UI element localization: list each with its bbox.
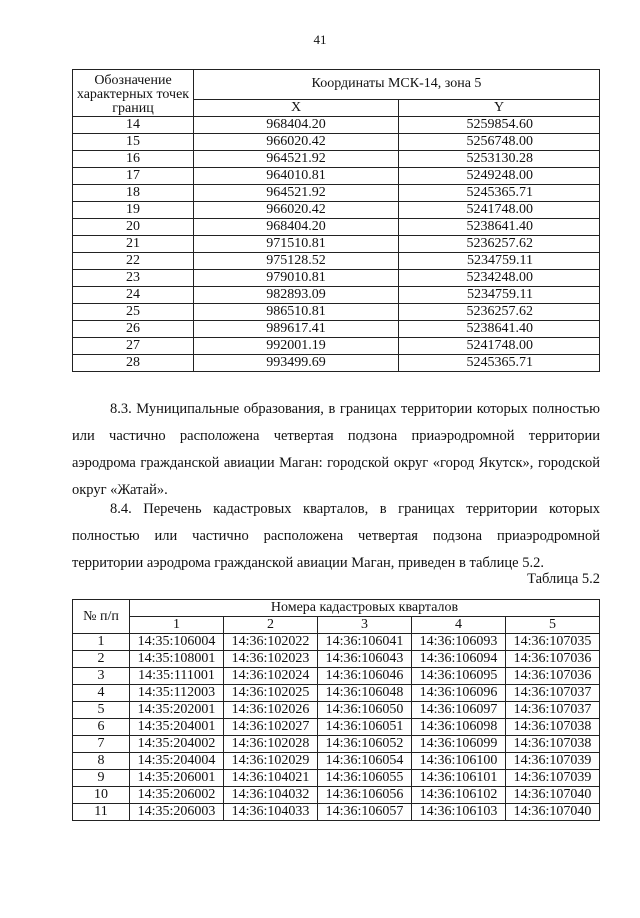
cadastral-number-cell: 14:36:106057 — [318, 804, 412, 821]
y-coordinate-cell: 5241748.00 — [399, 202, 600, 219]
cadastral-number-cell: 14:36:102024 — [224, 668, 318, 685]
cadastral-number-cell: 14:36:107036 — [506, 651, 600, 668]
cadastral-number-cell: 14:36:102029 — [224, 753, 318, 770]
table-row — [73, 219, 600, 236]
row-number-cell: 10 — [73, 787, 130, 804]
cadastral-number-cell: 14:36:107038 — [506, 736, 600, 753]
row-number-cell: 7 — [73, 736, 130, 753]
cadastral-number-cell: 14:36:106046 — [318, 668, 412, 685]
cadastral-number-cell: 14:35:206003 — [130, 804, 224, 821]
x-coordinate-cell: 986510.81 — [194, 304, 399, 321]
x-coordinate-cell: 966020.42 — [194, 134, 399, 151]
cadastral-number-cell: 14:36:102025 — [224, 685, 318, 702]
cadastral-number-cell: 14:36:107039 — [506, 770, 600, 787]
table-row — [73, 321, 600, 338]
y-coordinate-cell: 5234759.11 — [399, 253, 600, 270]
cadastral-number-cell: 14:35:204004 — [130, 753, 224, 770]
cadastral-number-cell: 14:36:106099 — [412, 736, 506, 753]
cadastral-number-cell: 14:36:107040 — [506, 804, 600, 821]
x-coordinate-cell: 982893.09 — [194, 287, 399, 304]
cadastral-number-cell: 14:35:206002 — [130, 787, 224, 804]
table-row — [73, 702, 600, 719]
y-coordinate-cell: 5236257.62 — [399, 304, 600, 321]
cadastral-number-cell: 14:36:106050 — [318, 702, 412, 719]
row-number-cell: 8 — [73, 753, 130, 770]
table-row — [73, 770, 600, 787]
cadastral-number-cell: 14:35:202001 — [130, 702, 224, 719]
header-coordinates: Координаты МСК-14, зона 5 — [194, 70, 600, 100]
y-coordinate-cell: 5236257.62 — [399, 236, 600, 253]
cadastral-number-cell: 14:36:102027 — [224, 719, 318, 736]
point-number-cell: 21 — [73, 236, 194, 253]
y-coordinate-cell: 5238641.40 — [399, 321, 600, 338]
table-row — [73, 117, 600, 134]
x-coordinate-cell: 968404.20 — [194, 219, 399, 236]
cadastral-number-cell: 14:36:106103 — [412, 804, 506, 821]
x-coordinate-cell: 993499.69 — [194, 355, 399, 372]
cadastral-number-cell: 14:36:107035 — [506, 634, 600, 651]
header-x: X — [194, 99, 399, 116]
y-coordinate-cell: 5245365.71 — [399, 185, 600, 202]
table-row — [73, 185, 600, 202]
paragraph-8-4 — [72, 496, 600, 577]
cadastral-number-cell: 14:36:102023 — [224, 651, 318, 668]
table-row — [73, 253, 600, 270]
cadastral-number-cell: 14:36:106094 — [412, 651, 506, 668]
header-column-number: 2 — [224, 617, 318, 634]
table-row — [73, 634, 600, 651]
row-number-cell: 3 — [73, 668, 130, 685]
x-coordinate-cell: 992001.19 — [194, 338, 399, 355]
point-number-cell: 18 — [73, 185, 194, 202]
cadastral-number-cell: 14:36:106096 — [412, 685, 506, 702]
table-row — [73, 753, 600, 770]
point-number-cell: 15 — [73, 134, 194, 151]
cadastral-number-cell: 14:35:111001 — [130, 668, 224, 685]
y-coordinate-cell: 5259854.60 — [399, 117, 600, 134]
cadastral-number-cell: 14:36:106102 — [412, 787, 506, 804]
y-coordinate-cell: 5238641.40 — [399, 219, 600, 236]
cadastral-number-cell: 14:36:102022 — [224, 634, 318, 651]
table-row — [73, 287, 600, 304]
x-coordinate-cell: 968404.20 — [194, 117, 399, 134]
cadastral-number-cell: 14:36:107036 — [506, 668, 600, 685]
cadastral-number-cell: 14:36:107037 — [506, 685, 600, 702]
x-coordinate-cell: 979010.81 — [194, 270, 399, 287]
cadastral-number-cell: 14:36:106101 — [412, 770, 506, 787]
header-column-number: 4 — [412, 617, 506, 634]
y-coordinate-cell: 5245365.71 — [399, 355, 600, 372]
x-coordinate-cell: 964521.92 — [194, 151, 399, 168]
y-coordinate-cell: 5249248.00 — [399, 168, 600, 185]
point-number-cell: 20 — [73, 219, 194, 236]
x-coordinate-cell: 971510.81 — [194, 236, 399, 253]
table-row — [73, 151, 600, 168]
table-row — [73, 668, 600, 685]
x-coordinate-cell: 989617.41 — [194, 321, 399, 338]
table-row — [73, 736, 600, 753]
cadastral-number-cell: 14:36:107038 — [506, 719, 600, 736]
point-number-cell: 24 — [73, 287, 194, 304]
point-number-cell: 23 — [73, 270, 194, 287]
table-caption: Таблица 5.2 — [527, 571, 600, 587]
header-y: Y — [399, 99, 600, 116]
page-number: 41 — [313, 32, 327, 47]
cadastral-number-cell: 14:36:106056 — [318, 787, 412, 804]
table-row — [73, 134, 600, 151]
header-column-number: 3 — [318, 617, 412, 634]
cadastral-number-cell: 14:36:107040 — [506, 787, 600, 804]
header-column-number: 5 — [506, 617, 600, 634]
x-coordinate-cell: 975128.52 — [194, 253, 399, 270]
cadastral-number-cell: 14:35:112003 — [130, 685, 224, 702]
point-number-cell: 14 — [73, 117, 194, 134]
cadastral-number-cell: 14:35:108001 — [130, 651, 224, 668]
table-row — [73, 651, 600, 668]
table-row — [73, 685, 600, 702]
cadastral-number-cell: 14:36:106043 — [318, 651, 412, 668]
x-coordinate-cell: 966020.42 — [194, 202, 399, 219]
paragraph-8-3 — [72, 396, 600, 504]
x-coordinate-cell: 964521.92 — [194, 185, 399, 202]
cadastral-number-cell: 14:36:102028 — [224, 736, 318, 753]
cadastral-number-cell: 14:36:104033 — [224, 804, 318, 821]
cadastral-number-cell: 14:35:106004 — [130, 634, 224, 651]
y-coordinate-cell: 5256748.00 — [399, 134, 600, 151]
cadastral-number-cell: 14:36:106051 — [318, 719, 412, 736]
header-column-number: 1 — [130, 617, 224, 634]
point-number-cell: 28 — [73, 355, 194, 372]
table-row — [73, 304, 600, 321]
header-cadastral-title: Номера кадастровых кварталов — [130, 600, 600, 617]
cadastral-quarters-table — [72, 599, 600, 821]
paragraph-8-4-text: 8.4. Перечень кадастровых кварталов, в границах территории которых полностью или частично расположена четвертая подзона приаэродромной территории аэродрома гражданской авиации Маган, приведен в таблице 5.2. — [72, 501, 600, 571]
cadastral-number-cell: 14:36:107039 — [506, 753, 600, 770]
y-coordinate-cell: 5234248.00 — [399, 270, 600, 287]
row-number-cell: 6 — [73, 719, 130, 736]
table-row — [73, 270, 600, 287]
cadastral-number-cell: 14:36:106100 — [412, 753, 506, 770]
cadastral-number-cell: 14:35:204001 — [130, 719, 224, 736]
table-row — [73, 719, 600, 736]
row-number-cell: 9 — [73, 770, 130, 787]
header-row-number: № п/п — [73, 600, 130, 634]
cadastral-number-cell: 14:36:106097 — [412, 702, 506, 719]
point-number-cell: 26 — [73, 321, 194, 338]
cadastral-number-cell: 14:36:106098 — [412, 719, 506, 736]
cadastral-number-cell: 14:36:106093 — [412, 634, 506, 651]
row-number-cell: 11 — [73, 804, 130, 821]
header-point-designation: Обозначение характерных точек границ — [73, 70, 194, 117]
x-coordinate-cell: 964010.81 — [194, 168, 399, 185]
point-number-cell: 25 — [73, 304, 194, 321]
cadastral-number-cell: 14:36:106095 — [412, 668, 506, 685]
cadastral-number-cell: 14:36:104021 — [224, 770, 318, 787]
y-coordinate-cell: 5241748.00 — [399, 338, 600, 355]
point-number-cell: 19 — [73, 202, 194, 219]
cadastral-number-cell: 14:36:104032 — [224, 787, 318, 804]
coordinates-table — [72, 69, 600, 372]
cadastral-number-cell: 14:36:106041 — [318, 634, 412, 651]
y-coordinate-cell: 5253130.28 — [399, 151, 600, 168]
table-row — [73, 338, 600, 355]
point-number-cell: 16 — [73, 151, 194, 168]
cadastral-number-cell: 14:36:106054 — [318, 753, 412, 770]
cadastral-number-cell: 14:35:204002 — [130, 736, 224, 753]
row-number-cell: 1 — [73, 634, 130, 651]
cadastral-number-cell: 14:35:206001 — [130, 770, 224, 787]
table-row — [73, 168, 600, 185]
point-number-cell: 27 — [73, 338, 194, 355]
table-row — [73, 202, 600, 219]
cadastral-number-cell: 14:36:106048 — [318, 685, 412, 702]
cadastral-number-cell: 14:36:102026 — [224, 702, 318, 719]
row-number-cell: 5 — [73, 702, 130, 719]
table-row — [73, 355, 600, 372]
y-coordinate-cell: 5234759.11 — [399, 287, 600, 304]
cadastral-number-cell: 14:36:107037 — [506, 702, 600, 719]
row-number-cell: 2 — [73, 651, 130, 668]
cadastral-number-cell: 14:36:106055 — [318, 770, 412, 787]
point-number-cell: 22 — [73, 253, 194, 270]
point-number-cell: 17 — [73, 168, 194, 185]
table-row — [73, 236, 600, 253]
row-number-cell: 4 — [73, 685, 130, 702]
table-row — [73, 804, 600, 821]
paragraph-8-3-text: 8.3. Муниципальные образования, в границах территории которых полностью или частично расположена четвертая подзона приаэродромной территории аэродрома гражданской авиации Маган: городской округ «город Якутск», городской округ «Жатай». — [72, 401, 600, 498]
cadastral-number-cell: 14:36:106052 — [318, 736, 412, 753]
table-row — [73, 787, 600, 804]
